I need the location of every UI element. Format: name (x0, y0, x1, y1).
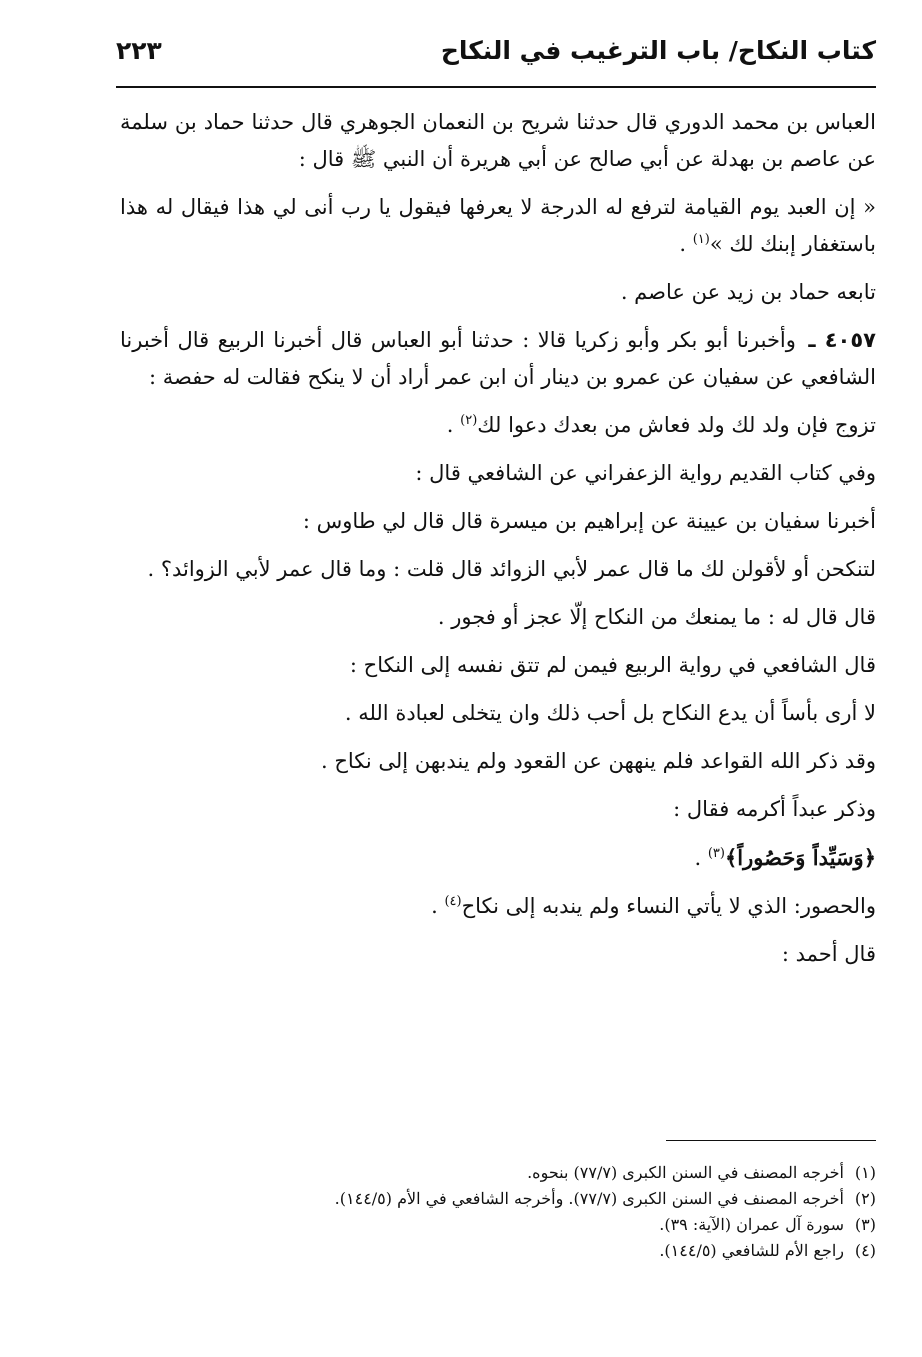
paragraph: والحصور: الذي لا يأتي النساء ولم يندبه إلى نكاح$^{(٤)}$ . (431, 894, 876, 918)
running-header (116, 30, 876, 82)
paragraph: قال الشافعي في رواية الربيع فيمن لم تتق نفسه إلى النكاح : (349, 653, 876, 677)
paragraph: تابعه حماد بن زيد عن عاصم . (620, 280, 876, 304)
footnote-ref: (٣) (707, 846, 725, 861)
chapter-title: كتاب النكاح/ باب الترغيب في النكاح (440, 36, 876, 65)
main-text (120, 104, 876, 984)
footnote: (٢)أخرجه المصنف في السنن الكبرى (٧٧/٧). وأخرجه الشافعي في الأم (١٤٤/٥). (334, 1189, 876, 1208)
paragraph: لا أرى بأساً أن يدع النكاح بل أحب ذلك وان يتخلى لعبادة الله . (344, 701, 876, 725)
paragraph: أخبرنا سفيان بن عيينة عن إبراهيم بن ميسرة قال قال لي طاوس : (302, 509, 876, 533)
paragraph: وذكر عبداً أكرمه فقال : (673, 797, 876, 821)
footnote: (١)أخرجه المصنف في السنن الكبرى (٧٧/٧) بنحوه. (527, 1163, 876, 1182)
hadith-text: « إن العبد يوم القيامة لترفع له الدرجة لا يعرفها فيقول يا رب أنى لي هذا فيقال له هذا باستغفار إبنك لك »$^{(١)}$ . (120, 195, 876, 256)
paragraph: قال قال له : ما يمنعك من النكاح إلّا عجز أو فجور . (437, 605, 876, 629)
footnote-divider (666, 1140, 876, 1141)
quran-verse: ﴿وَسَيِّداً وَحَصُوراً﴾$^{(٣)}$ . (694, 845, 876, 870)
paragraph: قال أحمد : (781, 942, 876, 966)
paragraph: وفي كتاب القديم رواية الزعفراني عن الشافعي قال : (415, 461, 876, 485)
footnote: (٣)سورة آل عمران (الآية: ٣٩). (659, 1215, 876, 1234)
page-number: ٢٢٣ (116, 36, 162, 65)
header-divider (116, 86, 876, 88)
paragraph: تزوج فإن ولد لك ولد فعاش من بعدك دعوا لك$^{(٢)}$ . (446, 413, 876, 437)
footnote-ref: (٤) (444, 894, 462, 909)
paragraph: العباس بن محمد الدوري قال حدثنا شريح بن النعمان الجوهري قال حدثنا حماد بن سلمة عن عاصم بن بهدلة عن أبي صالح عن أبي هريرة أن النبي ﷺ قال : (120, 110, 876, 171)
paragraph: وقد ذكر الله القواعد فلم ينههن عن القعود ولم يندبهن إلى نكاح . (320, 749, 876, 773)
footnotes (96, 1160, 876, 1264)
footnote: (٤)راجع الأم للشافعي (١٤٤/٥). (659, 1241, 876, 1260)
hadith-entry: ٤٠٥٧ ـ وأخبرنا أبو بكر وأبو زكريا قالا : حدثنا أبو العباس قال أخبرنا الربيع قال أخبرنا الشافعي عن سفيان عن عمرو بن دينار أن ابن عمر أراد أن لا ينكح فقالت له حفصة : (120, 328, 876, 389)
footnote-ref: (١) (692, 232, 710, 247)
paragraph: لتنكحن أو لأقولن لك ما قال عمر لأبي الزوائد قال قلت : وما قال عمر لأبي الزوائد؟ . (147, 557, 876, 581)
hadith-number: ٤٠٥٧ ـ (808, 328, 876, 352)
footnote-ref: (٢) (460, 413, 478, 428)
